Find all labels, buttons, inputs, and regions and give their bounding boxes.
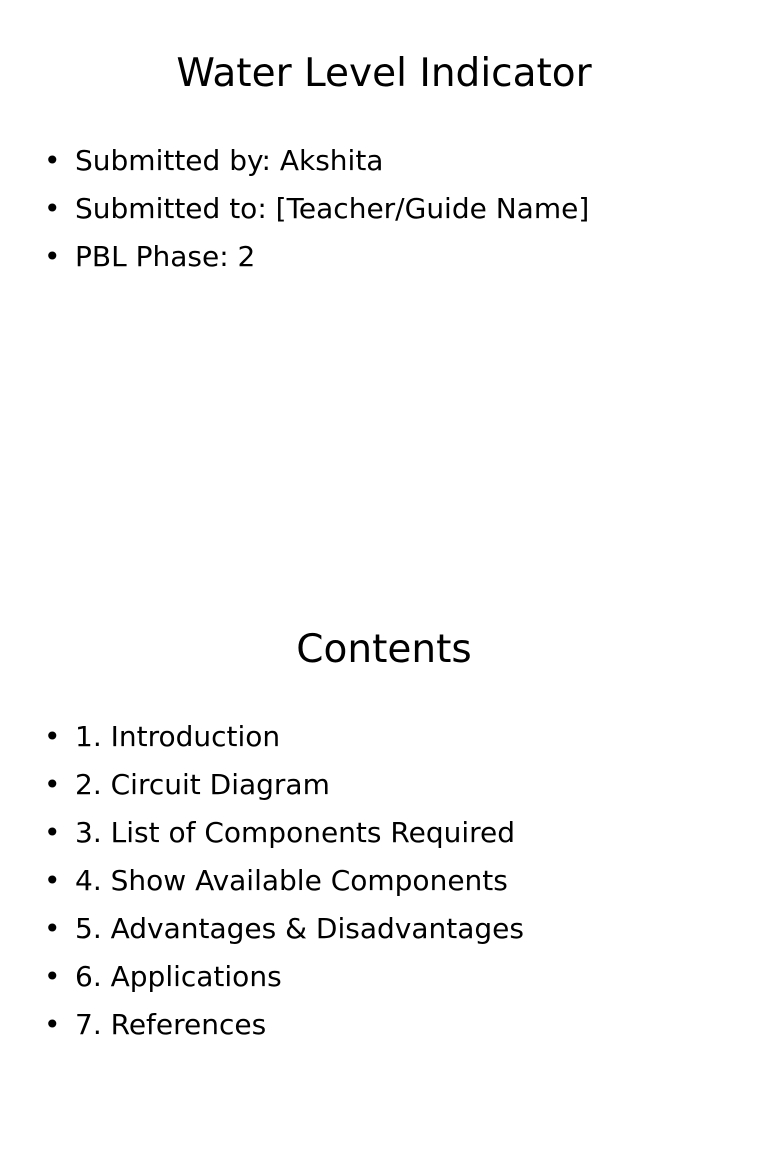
list-item [44,233,589,281]
list-item-text: 4. Show Available Components [75,864,508,897]
list-item-text: 3. List of Components Required [75,816,516,849]
list-item-text: 5. Advantages & Disadvantages [75,912,524,945]
bullet-icon: • [44,240,61,273]
list-item [44,713,524,761]
bullet-icon: • [44,912,61,945]
list-item [44,809,524,857]
list-item [44,137,589,185]
bullet-icon: • [44,1008,61,1041]
list-item-text: 1. Introduction [75,720,281,753]
list-item-text: Submitted by: Akshita [75,144,384,177]
list-item [44,761,524,809]
list-item-text: PBL Phase: 2 [75,240,256,273]
bullet-list [44,713,524,1049]
bullet-icon: • [44,144,61,177]
list-item [44,857,524,905]
list-item [44,905,524,953]
list-item [44,953,524,1001]
list-item [44,1001,524,1049]
bullet-icon: • [44,816,61,849]
list-item [44,185,589,233]
list-item-text: Submitted to: [Teacher/Guide Name] [75,192,590,225]
slide-title: Water Level Indicator [176,51,592,96]
bullet-icon: • [44,720,61,753]
bullet-icon: • [44,192,61,225]
bullet-list [44,137,589,281]
bullet-icon: • [44,960,61,993]
bullet-icon: • [44,768,61,801]
slide-title: Contents [296,627,472,672]
contents-slide [0,576,768,1152]
list-item-text: 2. Circuit Diagram [75,768,330,801]
bullet-icon: • [44,864,61,897]
list-item-text: 6. Applications [75,960,282,993]
list-item-text: 7. References [75,1008,267,1041]
